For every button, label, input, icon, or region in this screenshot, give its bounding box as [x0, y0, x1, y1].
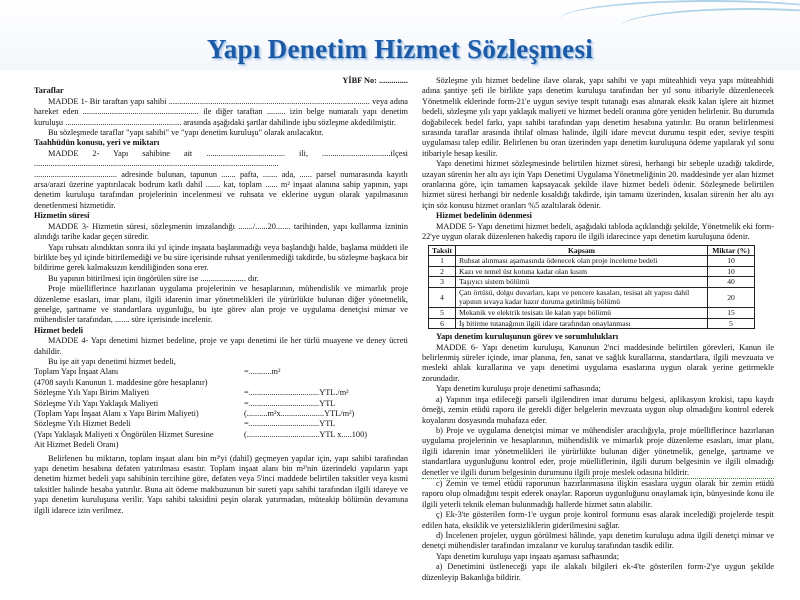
table-cell: 20 — [708, 287, 755, 307]
table-cell: Çatı örtüsü, dolgu duvarları, kapı ve pencere kasaları, tesisat alt yapısı dahil yapının sıvaya kadar hazır duruma getirilmiş bölümü — [455, 287, 707, 307]
table-cell: 10 — [708, 266, 755, 277]
table-cell: 10 — [708, 256, 755, 267]
table-header: Kapsam — [455, 245, 707, 256]
calc-row — [34, 419, 408, 429]
paragraph: Yapı denetimi hizmet sözleşmesinde belirtilen hizmet süresi, herhangi bir sebeple uzadığı takdirde, uzayan sürenin her altı ayı için Yapı Denetimi Uygulama Yönetmeliğinin 20. maddesinde yer alan hizmet oranlarına göre, için tamamen kapsayacak şekilde ilave hizmet bedeli ödenir. Sözleşmede belirtilen hizmet süresi herhangi bir nedenle kısaldığı takdirde, işin tamamı üzerinden, kısalan sürenin her altı ayı için söz konusu hizmet oranları %5 azaltılarak ödenir. — [422, 159, 774, 210]
calc-row — [34, 430, 408, 440]
table-cell: 3 — [429, 277, 456, 288]
calc-label: (4708 sayılı Kanunun 1. maddesine göre hesaplanır) — [34, 377, 208, 387]
page-title: Yapı Denetim Hizmet Sözleşmesi — [206, 34, 594, 64]
table-cell: Kazı ve temel üst kotuna kadar olan kısım — [455, 266, 707, 277]
calc-value: =..................................YTL./m² — [244, 388, 349, 398]
paragraph: ........................................ adresinde bulunan, tapunun ....... pafta, ....... ada, ...... parsel numarasında kayıtlı arsa/arazi üzerine yaptırılacak bodrum katlı dahil ....... kat, toplam ...... m² inşaat alanına sahip yapının, yapı denetim kuruluşu tarafından projelerinin incelenmesi ve ruhsata ve eklerine uygun olarak yapılmasının denetlenmesi hizmetidir. — [34, 169, 408, 210]
paragraph: Belirlenen bu miktarın, toplam inşaat alanı bin m²'yi (dahil) geçmeyen yapılar için, yapı sahibi tarafından yapı denetim hesabına defaten yatırılması esastır. Toplam inşaat alanı bin m²'nin üzerindeki yapıların yapı denetim hizmet bedeli yapı sahibinin tercihine göre, defaten veya 5'inci maddede belirtilen taksitler veya kısmi taksitler halinde hesaba yatırılır. Buna ait ödeme makbuzunun bir sureti yapı sahibi tarafından ilgili idareye ve yapı denetim kuruluşuna verilir. Yapı sahibi taksidini peşin olarak yatırmadan, müteakip bölümün devamına ilgili idarece izin verilmez. — [34, 453, 408, 515]
heading-taraflar: Taraflar — [34, 86, 64, 96]
paragraph: Yapı denetim kuruluşu proje denetimi safhasında; — [436, 384, 601, 394]
table-row — [429, 308, 755, 319]
paragraph: Yapı ruhsatı alındıktan sonra iki yıl içinde inşaata başlanmadığı veya başlandığı halde, başlama müddeti ile birlikte beş yıl içinde bitirilemediği ve bu süre içerisinde ruhsat yenilenmediği takdirde, bu sözleşme başkaca bir bildirime gerek kalmaksızın kendiliğinden sona erer. — [34, 242, 408, 273]
calc-row — [34, 378, 408, 388]
calc-row — [34, 440, 408, 450]
right-column — [422, 76, 774, 583]
fee-calculation — [34, 367, 408, 450]
paragraph: c) Zemin ve temel etüdü raporunun hazırlanmasına ilişkin esaslara uygun olarak bir zemin etüdü raporu olup olmadığını tespit ederek onaylar. Raporun uygunluğunu onaylamak için, bünyesinde konu ile ilgili yeterli teknik eleman bulunmadığı hallerde hizmet satın alabilir. — [422, 478, 774, 509]
table-cell: 15 — [708, 308, 755, 319]
calc-row — [34, 388, 408, 398]
article-4: MADDE 4- Yapı denetimi hizmet bedeline, proje ve yapı denetimi ile her türlü muayene ve deney ücreti dahildir. — [34, 336, 408, 356]
paragraph: a) Yapının inşa edileceği parseli ilgilendiren imar durumu belgesi, aplikasyon krokisi, tapu kaydı örneği, zemin etüdü raporu ile gerekli diğer belgelerin mevzuata uygun olup olmadığını kontrol ederek koyalarını dosyasında muhafaza eder. — [422, 394, 774, 425]
calc-label: Toplam Yapı İnşaat Alanı — [34, 367, 119, 377]
table-cell: İş bitirme tutanağının ilgili idare tarafından onaylanması — [455, 318, 707, 329]
calc-value: (..........m²x.....................YTL/m²) — [244, 409, 355, 418]
table-cell: 40 — [708, 277, 755, 288]
left-column — [34, 76, 408, 516]
table-row — [429, 287, 755, 307]
article-3: MADDE 3- Hizmetin süresi, sözleşmenin imzalandığı ......./......20....... tarihinden, yapı kullanma izninin alındığı tarihe kadar geçen süredir. — [34, 221, 408, 242]
calc-label: Ait Hizmet Bedeli Oranı) — [34, 440, 119, 450]
article-5: MADDE 5- Yapı denetimi hizmet bedeli, aşağıdaki tabloda açıklandığı şekilde, Yönetmelik eki form-22'ye uygun olarak düzenlenen hakediş raporu ile ilgili idarecince yapı denetim kuruluşuna ödenir. — [422, 221, 774, 242]
table-cell: 5 — [429, 308, 456, 319]
calc-row — [34, 367, 408, 377]
calc-label: (Toplam Yapı İnşaat Alanı x Yapı Birim Maliyeti) — [34, 409, 199, 418]
table-row — [429, 277, 755, 288]
article-6: MADDE 6- Yapı denetim kuruluşu, Kanunun 2'nci maddesinde belirtilen görevleri, Kanun ile belirlenmiş süreler içinde, imar planına, fen, sanat ve sağlık kurallarına, standartlara, ilgili mevzuata ve mesleki ahlak kurallarına ve yapı denetimi uygulama esaslarına uygun olarak yerine getirmekle zorundadır. — [422, 342, 774, 383]
calc-value: =..................................YTL — [244, 419, 336, 429]
table-row — [429, 266, 755, 277]
calc-row — [34, 409, 408, 419]
paragraph: Sözleşme yılı hizmet bedeline ilave olarak, yapı sahibi ve yapı müteahhidi veya yapı müteahhidi adına şantiye şefi ile birlikte yapı denetim kuruluşu tarafından her yıl sonu itibariyle düzenlenecek Yönetmelik eklerinde form-21'e uygun seviye tespit tutanağı esas alınarak eksik kalan işlere ait hizmet bedeli, sözleşme yılı yapı yaklaşık maliyeti ve hizmet bedeli oranına göre yeniden belirlenir. Bu durumda doğabilecek bedel farkı, yapı sahibi tarafından yapı denetim hesabına yatırılır. Bu oranın belirlenmesi sırasında taraflar arasında ihtilaf olması halinde, ilgili idare mevcut durumu tespit eder, seviye tespiti uygulaması talep edilir. Belirlenen bu oran üzerinden yapı denetim kuruluşuna ödeme yapılarak yıl sonu itibariyle hesap kesilir. — [422, 76, 774, 158]
calc-label: Sözleşme Yılı Yapı Yaklaşık Maliyeti — [34, 398, 159, 408]
article-1: MADDE 1- Bir taraftan yapı sahibi ................................................................................................. veya adına hareket eden ........................................................ ile diğer taraftan ......... izin belge numaralı yapı denetim kuruluşu ........................................................ arasında aşağıdaki şartlar dahilinde işbu sözleşme akdedilmiştir. — [34, 96, 408, 127]
table-cell: Taşıyıcı sistem bölümü — [455, 277, 707, 288]
table-row — [429, 256, 755, 267]
calc-row — [34, 399, 408, 409]
article-2: MADDE 2- Yapı sahibine ait ...................................... ili, .................................ilçesi ...................................................................................................................... — [34, 148, 408, 169]
calc-label: (Yapı Yaklaşık Maliyeti x Öngörülen Hizmet Suresine — [34, 429, 214, 439]
table-cell: 6 — [429, 318, 456, 329]
heading-gorev: Yapı denetim kuruluşunun görev ve sorumlulukları — [436, 332, 619, 342]
table-row — [429, 318, 755, 329]
paragraph: Yapı denetim kuruluşu yapı inşaatı aşaması safhasında; — [436, 551, 620, 561]
paragraph: Bu işe ait yapı denetimi hizmet bedeli, — [48, 356, 176, 366]
paragraph: ç) Ek-3'te gösterilen form-1'e uygun proje kontrol formunu esas alarak incelediği projelerde tespit edilen hata, eksiklik ve yetersizliklerin giderilmesini sağlar. — [422, 510, 774, 530]
calc-label: Sözleşme Yılı Hizmet Bedeli — [34, 419, 131, 429]
paragraph: Bu yapının bitirilmesi için öngörülen süre ise ...................... dır. — [48, 273, 259, 283]
table-header: Miktar (%) — [708, 245, 755, 256]
heading-sure: Hizmetin süresi — [34, 211, 90, 221]
paragraph: Bu sözleşmede taraflar "yapı sahibi" ve "yapı denetim kuruluşu" olarak anılacaktır. — [48, 128, 324, 138]
table-cell: 4 — [429, 287, 456, 307]
paragraph: Proje müelliflerince hazırlanan uygulama projelerinin ve hesaplarının, mühendislik ve mimarlık proje düzenleme esasları, imar planı, ilgili idarenin imar yönetmelikleri ile yürürlükte bulunan diğer yönetmelik, genelge, şartname ve standartlara uygunluğu, bu işte görev alan proje ve uygulama denetçisi mimar ve mühendisler tarafından, ....... süre içerisinde incelenir. — [34, 284, 408, 325]
calc-value — [244, 440, 408, 450]
calc-value: (...................................YTL x.....100) — [244, 429, 367, 439]
table-cell: Mekanik ve elektrik tesisatı ile kalan yapı bölümü — [455, 308, 707, 319]
calc-value: =..................................YTL — [244, 398, 336, 408]
payment-table — [428, 245, 755, 330]
heading-bedel: Hizmet bedeli — [34, 325, 84, 335]
calc-label: Sözleşme Yılı Yapı Birim Maliyeti — [34, 388, 150, 398]
heading-konu: Taahhüdün konusu, yeri ve miktarı — [34, 138, 160, 148]
paragraph: d) İncelenen projeler, uygun görülmesi hâlinde, yapı denetim kuruluşu adına ilgili denetçi mimar ve denetçi mühendisler tarafından imzalanır ve kuruluş tarafından tasdik edilir. — [422, 530, 774, 551]
calc-value — [244, 378, 408, 388]
paragraph: a) Denetimini üstleneceği yapı ile alakalı bilgileri ek-4'te gösterilen form-2'ye uygun şekilde düzenleyip Bakanlığa bildirir. — [422, 562, 774, 582]
ybf-number: YİBF No: .............. — [342, 76, 408, 85]
table-header-row — [429, 245, 755, 256]
table-cell: 1 — [429, 256, 456, 267]
paragraph: b) Proje ve uygulama denetçisi mimar ve mühendisler aracılığıyla, proje müelliflerince hazırlanan uygulama projelerinin ve hesaplarının, mühendislik ve mimarlık proje düzenleme esasları, imar planı, ilgili idarenin imar yönetmelikleri ile yürürlükte bulunan diğer yönetmelik, genelge, şartname ve standartlara uygunluğunu kontrol eder, proje müelliflerinin, ilgili durum belgesinin ve ilgili olmadığı denetler ve ilgili durum belgesinin durumunu ilgili proje meslek odasına bildirir. — [422, 426, 774, 479]
table-header: Taksit — [429, 245, 456, 256]
calc-value: =...........m² — [244, 367, 281, 377]
heading-odeme: Hizmet bedelinin ödenmesi — [436, 211, 532, 221]
table-cell: 5 — [708, 318, 755, 329]
table-cell: 2 — [429, 266, 456, 277]
table-cell: Ruhsat alınması aşamasında ödenecek olan proje inceleme bedeli — [455, 256, 707, 267]
